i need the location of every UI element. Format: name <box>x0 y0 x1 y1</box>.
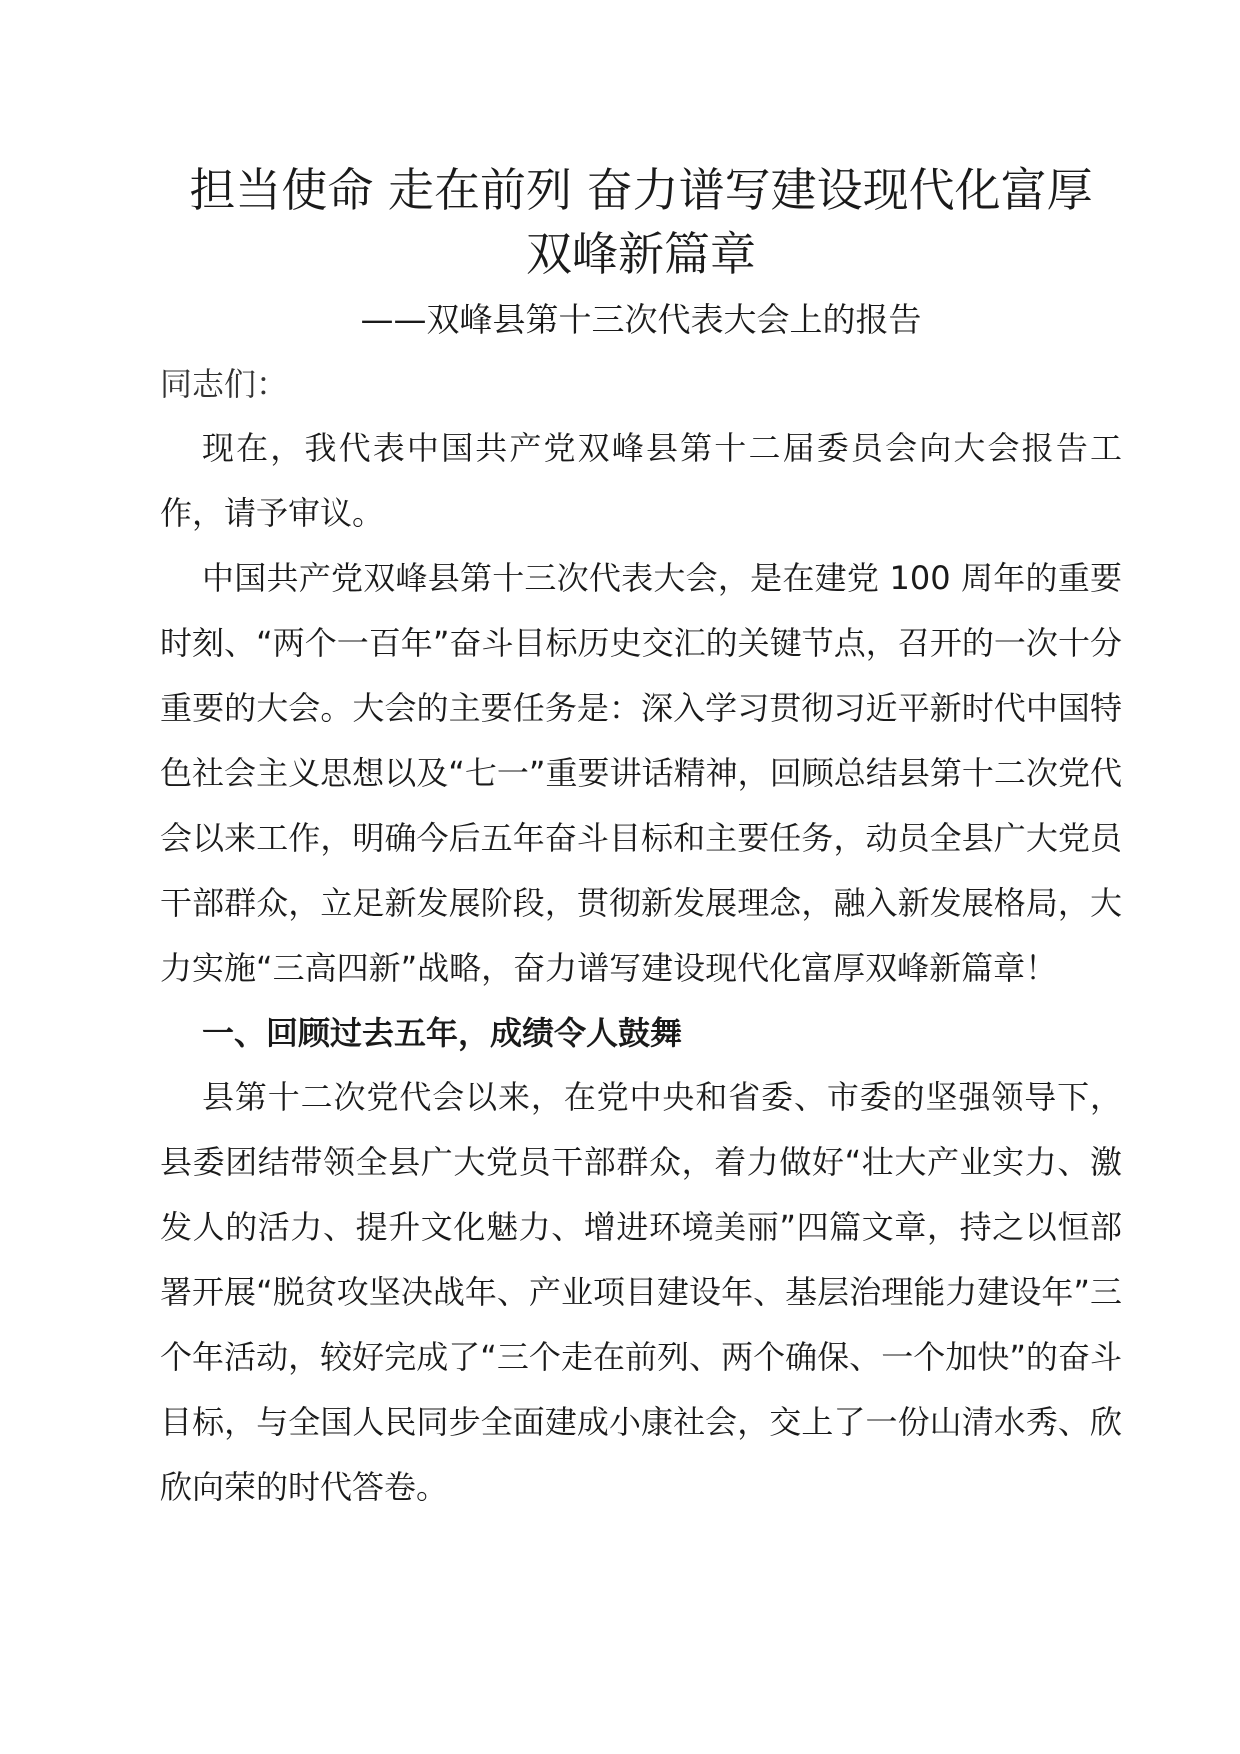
paragraph-review: 县第十二次党代会以来，在党中央和省委、市委的坚强领导下，县委团结带领全县广大党员干部群众，着力做好“壮大产业实力、激发人的活力、提升文化魅力、增进环境美丽”四篇文章，持之以恒部署开展“脱贫攻坚决战年、产业项目建设年、基层治理能力建设年”三个年活动，较好完成了“三个走在前列、两个确保、一个加快”的奋斗目标，与全国人民同步全面建成小康社会，交上了一份山清水秀、欣欣向荣的时代答卷。 <box>160 1078 1122 1506</box>
paragraph-intro: 现在，我代表中国共产党双峰县第十二届委员会向大会报告工作，请予审议。 <box>160 429 1122 532</box>
document-title-line-1: 担当使命 走在前列 奋力谱写建设现代化富厚 <box>189 163 1093 217</box>
document-page <box>160 158 1122 1520</box>
document-subtitle: ——双峰县第十三次代表大会上的报告 <box>360 300 922 339</box>
section-heading-1: 一、回顾过去五年，成绩令人鼓舞 <box>202 1014 683 1052</box>
paragraph-congress-tasks: 中国共产党双峰县第十三次代表大会，是在建党 100 周年的重要时刻、“两个一百年”奋斗目标历史交汇的关键节点，召开的一次十分重要的大会。大会的主要任务是：深入学习贯彻习近平新时代中国特色社会主义思想以及“七一”重要讲话精神，回顾总结县第十二次党代会以来工作，明确今后五年奋斗目标和主要任务，动员全县广大党员干部群众，立足新发展阶段，贯彻新发展理念，融入新发展格局，大力实施“三高四新”战略，奋力谱写建设现代化富厚双峰新篇章！ <box>160 559 1122 987</box>
document-title-line-2: 双峰新篇章 <box>526 227 756 281</box>
salutation: 同志们： <box>160 365 289 403</box>
